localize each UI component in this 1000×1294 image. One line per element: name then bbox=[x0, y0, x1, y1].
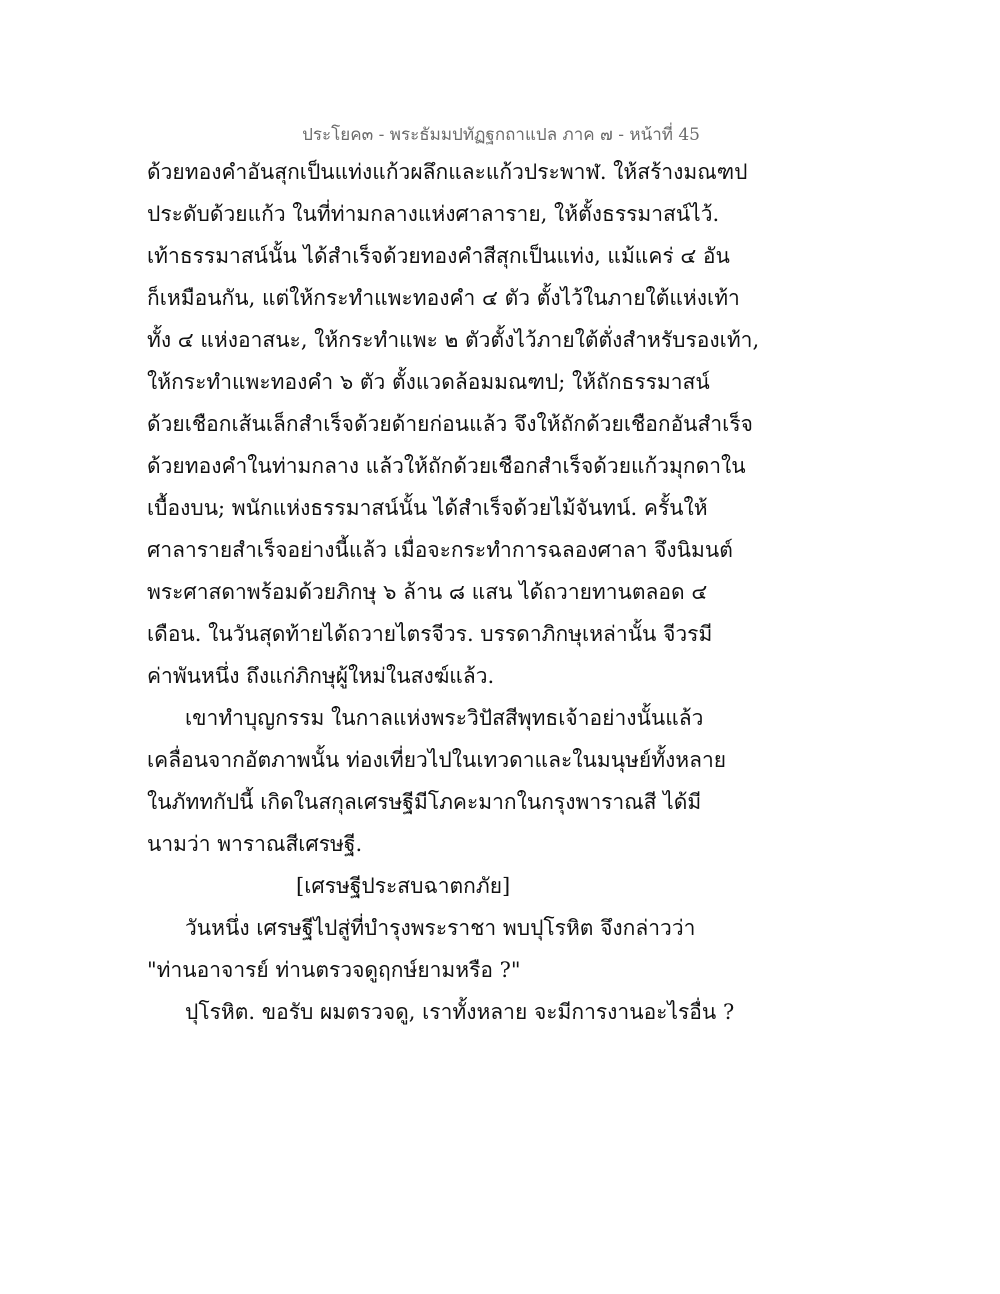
running-header: ประโยค๓ - พระธัมมปทัฏฐกถาแปล ภาค ๗ - หน้าที่ 45 bbox=[302, 125, 700, 145]
text-line: ด้วยทองคำในท่ามกลาง แล้วให้ถักด้วยเชือกสำเร็จด้วยแก้วมุกดาใน bbox=[147, 454, 746, 478]
text-line: เท้าธรรมาสน์นั้น ได้สำเร็จด้วยทองคำสีสุกเป็นแท่ง, แม้แคร่ ๔ อัน bbox=[147, 244, 730, 268]
text-line: เขาทำบุญกรรม ในกาลแห่งพระวิปัสสีพุทธเจ้าอย่างนั้นแล้ว bbox=[185, 706, 704, 730]
text-line: นามว่า พาราณสีเศรษฐี. bbox=[147, 832, 363, 856]
text-line: พระศาสดาพร้อมด้วยภิกษุ ๖ ล้าน ๘ แสน ได้ถวายทานตลอด ๔ bbox=[147, 580, 708, 604]
text-line: ด้วยเชือกเส้นเล็กสำเร็จด้วยด้ายก่อนแล้ว จึงให้ถักด้วยเชือกอันสำเร็จ bbox=[147, 412, 753, 436]
text-line: เคลื่อนจากอัตภาพนั้น ท่องเที่ยวไปในเทวดาและในมนุษย์ทั้งหลาย bbox=[147, 748, 727, 772]
section-heading: [เศรษฐีประสบฉาตกภัย] bbox=[296, 874, 511, 898]
text-line: ก็เหมือนกัน, แต่ให้กระทำแพะทองคำ ๔ ตัว ตั้งไว้ในภายใต้แห่งเท้า bbox=[147, 286, 740, 310]
text-line: ในภัททกัปนี้ เกิดในสกุลเศรษฐีมีโภคะมากในกรุงพาราณสี ได้มี bbox=[147, 790, 702, 814]
text-line: ทั้ง ๔ แห่งอาสนะ, ให้กระทำแพะ ๒ ตัวตั้งไว้ภายใต้ตั่งสำหรับรองเท้า, bbox=[147, 328, 760, 352]
text-line: ให้กระทำแพะทองคำ ๖ ตัว ตั้งแวดล้อมมณฑป; ให้ถักธรรมาสน์ bbox=[147, 370, 710, 394]
text-line: เดือน. ในวันสุดท้ายได้ถวายไตรจีวร. บรรดาภิกษุเหล่านั้น จีวรมี bbox=[147, 622, 713, 646]
text-line: เบื้องบน; พนักแห่งธรรมาสน์นั้น ได้สำเร็จด้วยไม้จันทน์. ครั้นให้ bbox=[147, 496, 708, 520]
text-line: ค่าพันหนึ่ง ถึงแก่ภิกษุผู้ใหม่ในสงฆ์แล้ว. bbox=[147, 664, 495, 688]
text-line: ศาลารายสำเร็จอย่างนี้แล้ว เมื่อจะกระทำการฉลองศาลา จึงนิมนต์ bbox=[147, 538, 733, 562]
text-line: "ท่านอาจารย์ ท่านตรวจดูฤกษ์ยามหรือ ?" bbox=[147, 958, 521, 982]
text-line: วันหนึ่ง เศรษฐีไปสู่ที่บำรุงพระราชา พบปุโรหิต จึงกล่าวว่า bbox=[185, 916, 696, 940]
text-line: ด้วยทองคำอันสุกเป็นแท่งแก้วผลึกและแก้วประพาฬ. ให้สร้างมณฑป bbox=[147, 160, 748, 184]
text-line: ปุโรหิต. ขอรับ ผมตรวจดู, เราทั้งหลาย จะมีการงานอะไรอื่น ? bbox=[185, 1000, 735, 1024]
text-line: ประดับด้วยแก้ว ในที่ท่ามกลางแห่งศาลาราย, ให้ตั้งธรรมาสน์ไว้. bbox=[147, 202, 720, 226]
